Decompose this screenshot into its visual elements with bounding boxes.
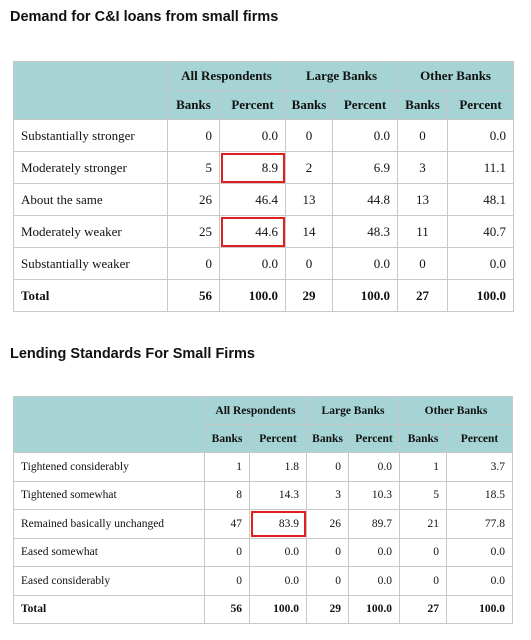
percent-cell: 100.0 <box>349 595 400 624</box>
column-header: Banks <box>398 91 448 120</box>
banks-cell: 3 <box>307 481 349 510</box>
percent-cell: 0.0 <box>220 248 286 280</box>
table-row <box>14 481 513 510</box>
banks-cell: 1 <box>205 453 250 482</box>
percent-cell: 100.0 <box>250 595 307 624</box>
banks-cell: 0 <box>286 248 333 280</box>
column-header: Banks <box>205 425 250 453</box>
banks-cell: 2 <box>286 152 333 184</box>
table-row <box>14 152 514 184</box>
table-row <box>14 538 513 567</box>
percent-cell: 89.7 <box>349 510 400 539</box>
banks-cell: 21 <box>400 510 447 539</box>
banks-cell: 47 <box>205 510 250 539</box>
banks-cell: 26 <box>307 510 349 539</box>
percent-cell: 0.0 <box>333 248 398 280</box>
banks-cell: 14 <box>286 216 333 248</box>
banks-cell: 0 <box>307 567 349 596</box>
row-label: Moderately weaker <box>14 216 168 248</box>
column-header: Percent <box>220 91 286 120</box>
table-row <box>14 120 514 152</box>
row-label: Substantially weaker <box>14 248 168 280</box>
row-label: Eased somewhat <box>14 538 205 567</box>
banks-cell: 0 <box>398 120 448 152</box>
column-header: Percent <box>447 425 513 453</box>
percent-cell: 44.8 <box>333 184 398 216</box>
lending-table-title: Lending Standards For Small Firms <box>10 346 255 362</box>
percent-cell: 100.0 <box>220 280 286 312</box>
banks-cell: 0 <box>307 538 349 567</box>
column-header: Banks <box>168 91 220 120</box>
demand-table-title: Demand for C&I loans from small firms <box>10 9 279 25</box>
banks-cell: 0 <box>400 538 447 567</box>
banks-cell: 11 <box>398 216 448 248</box>
row-label: Tightened somewhat <box>14 481 205 510</box>
percent-cell: 83.9 <box>250 510 307 539</box>
banks-cell: 29 <box>307 595 349 624</box>
percent-cell: 10.3 <box>349 481 400 510</box>
group-header: Other Banks <box>400 397 513 425</box>
group-header: All Respondents <box>168 62 286 91</box>
row-label: About the same <box>14 184 168 216</box>
row-label: Total <box>14 595 205 624</box>
percent-cell: 8.9 <box>220 152 286 184</box>
row-label: Tightened considerably <box>14 453 205 482</box>
banks-cell: 0 <box>205 567 250 596</box>
percent-cell: 48.1 <box>448 184 514 216</box>
group-header: Large Banks <box>307 397 400 425</box>
column-header: Percent <box>333 91 398 120</box>
row-label: Eased considerably <box>14 567 205 596</box>
banks-cell: 13 <box>398 184 448 216</box>
table-row <box>14 567 513 596</box>
row-label: Total <box>14 280 168 312</box>
percent-cell: 48.3 <box>333 216 398 248</box>
column-header: Percent <box>448 91 514 120</box>
banks-cell: 0 <box>168 248 220 280</box>
column-header: Percent <box>349 425 400 453</box>
column-header: Banks <box>307 425 349 453</box>
banks-cell: 0 <box>205 538 250 567</box>
percent-cell: 6.9 <box>333 152 398 184</box>
banks-cell: 26 <box>168 184 220 216</box>
banks-cell: 0 <box>307 453 349 482</box>
percent-cell: 14.3 <box>250 481 307 510</box>
percent-cell: 0.0 <box>220 120 286 152</box>
banks-cell: 5 <box>400 481 447 510</box>
header-corner <box>14 397 205 453</box>
banks-cell: 29 <box>286 280 333 312</box>
row-label: Remained basically unchanged <box>14 510 205 539</box>
percent-cell: 100.0 <box>333 280 398 312</box>
percent-cell: 0.0 <box>250 567 307 596</box>
table-row <box>14 510 513 539</box>
column-header: Banks <box>400 425 447 453</box>
percent-cell: 0.0 <box>448 248 514 280</box>
banks-cell: 27 <box>400 595 447 624</box>
column-header: Percent <box>250 425 307 453</box>
table-row <box>14 216 514 248</box>
percent-cell: 77.8 <box>447 510 513 539</box>
banks-cell: 13 <box>286 184 333 216</box>
percent-cell: 11.1 <box>448 152 514 184</box>
percent-cell: 0.0 <box>448 120 514 152</box>
column-header: Banks <box>286 91 333 120</box>
group-header: Other Banks <box>398 62 514 91</box>
percent-cell: 18.5 <box>447 481 513 510</box>
percent-cell: 3.7 <box>447 453 513 482</box>
banks-cell: 0 <box>398 248 448 280</box>
percent-cell: 46.4 <box>220 184 286 216</box>
header-corner <box>14 62 168 120</box>
lending-standards-table <box>13 396 513 624</box>
percent-cell: 100.0 <box>448 280 514 312</box>
banks-cell: 56 <box>205 595 250 624</box>
group-header: All Respondents <box>205 397 307 425</box>
banks-cell: 25 <box>168 216 220 248</box>
row-label: Substantially stronger <box>14 120 168 152</box>
total-row <box>14 280 514 312</box>
percent-cell: 0.0 <box>333 120 398 152</box>
row-label: Moderately stronger <box>14 152 168 184</box>
percent-cell: 1.8 <box>250 453 307 482</box>
percent-cell: 0.0 <box>250 538 307 567</box>
table-row <box>14 184 514 216</box>
percent-cell: 100.0 <box>447 595 513 624</box>
table-row <box>14 248 514 280</box>
banks-cell: 56 <box>168 280 220 312</box>
banks-cell: 1 <box>400 453 447 482</box>
total-row <box>14 595 513 624</box>
banks-cell: 0 <box>168 120 220 152</box>
percent-cell: 0.0 <box>349 538 400 567</box>
percent-cell: 0.0 <box>447 538 513 567</box>
banks-cell: 5 <box>168 152 220 184</box>
percent-cell: 40.7 <box>448 216 514 248</box>
demand-table <box>13 61 514 312</box>
banks-cell: 0 <box>286 120 333 152</box>
banks-cell: 27 <box>398 280 448 312</box>
banks-cell: 8 <box>205 481 250 510</box>
percent-cell: 0.0 <box>349 567 400 596</box>
banks-cell: 0 <box>400 567 447 596</box>
table-row <box>14 453 513 482</box>
group-header: Large Banks <box>286 62 398 91</box>
percent-cell: 0.0 <box>349 453 400 482</box>
percent-cell: 0.0 <box>447 567 513 596</box>
banks-cell: 3 <box>398 152 448 184</box>
percent-cell: 44.6 <box>220 216 286 248</box>
